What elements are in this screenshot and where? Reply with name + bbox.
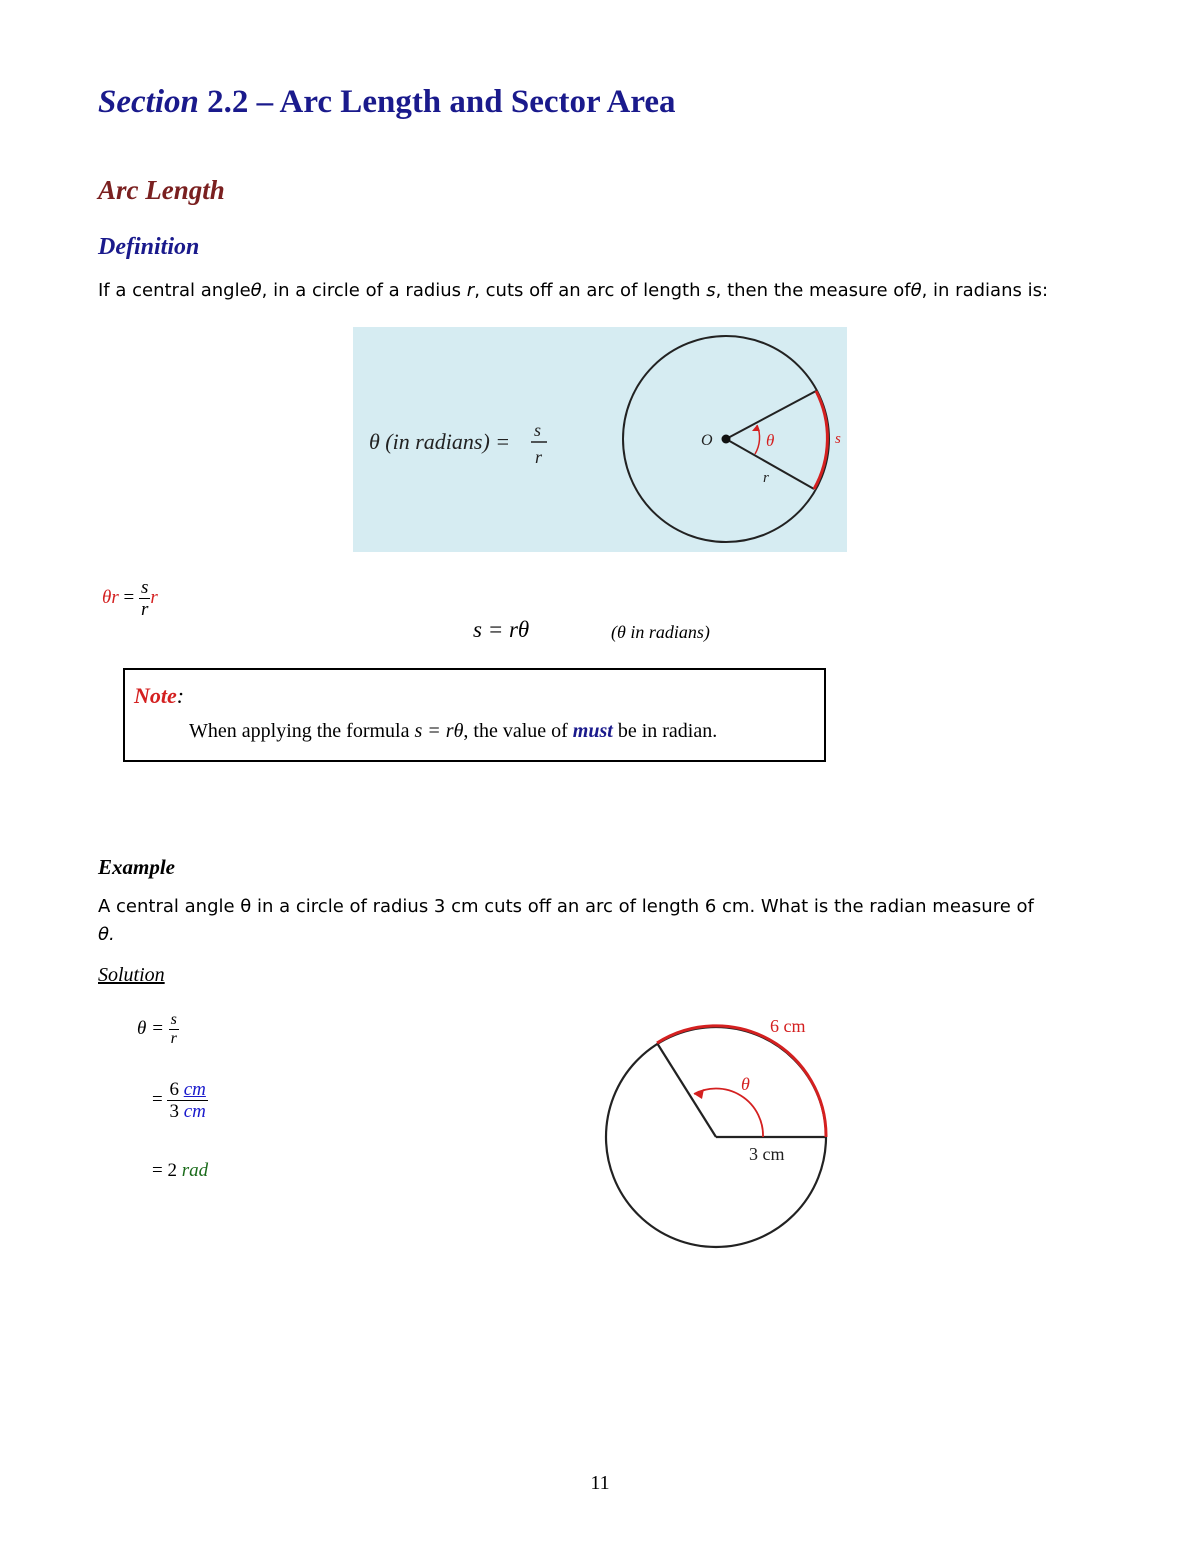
example-radius-label: 3 cm bbox=[749, 1144, 785, 1164]
figure-arc-definition bbox=[353, 327, 847, 552]
note-text-2: , the value of bbox=[463, 720, 568, 742]
solution-step-2-eq: = bbox=[152, 1088, 163, 1110]
derivation-theta: θ bbox=[102, 586, 112, 608]
radius-label: r bbox=[763, 470, 769, 486]
definition-part-5: , in radians is: bbox=[921, 280, 1049, 301]
note-label bbox=[134, 683, 184, 709]
example-angle-arc bbox=[694, 1089, 763, 1137]
definition-part-4: , then the measure of bbox=[715, 280, 911, 301]
main-formula-note: (θ in radians) bbox=[611, 622, 710, 642]
definition-heading: Definition bbox=[98, 234, 200, 260]
example-heading: Example bbox=[98, 855, 175, 879]
main-formula: s = rθ bbox=[473, 617, 530, 642]
example-text-line-2: θ. bbox=[98, 924, 115, 945]
arc-label: s bbox=[835, 431, 841, 447]
section-name: Arc Length and Sector Area bbox=[279, 84, 676, 120]
example-angle-label: θ bbox=[741, 1074, 750, 1094]
solution-step-2-num-value: 6 bbox=[169, 1079, 179, 1100]
solution-step-2-den-value: 3 bbox=[169, 1101, 179, 1122]
formula-numerator: s bbox=[534, 420, 542, 440]
symbol-s: s bbox=[706, 280, 716, 301]
definition-part-3: , cuts off an arc of length bbox=[474, 280, 701, 301]
note-label-text: Note bbox=[134, 683, 177, 708]
section-number: 2.2 – bbox=[207, 84, 274, 120]
note-formula: s = rθ bbox=[414, 720, 464, 742]
page-number: 11 bbox=[590, 1472, 610, 1494]
solution-step-3-value: = 2 bbox=[152, 1160, 177, 1181]
figure-example bbox=[596, 1010, 836, 1250]
note-emphasis: must bbox=[572, 720, 613, 742]
definition-part-1: If a central angle bbox=[98, 280, 251, 301]
definition-part-2: , in a circle of a radius bbox=[261, 280, 462, 301]
solution-step-1-num: s bbox=[170, 1011, 177, 1028]
symbol-theta-2: θ bbox=[910, 280, 922, 301]
figure-arc-definition-svg bbox=[353, 327, 847, 552]
example-arc-label: 6 cm bbox=[770, 1016, 806, 1036]
arc-length-heading: Arc Length bbox=[98, 175, 225, 205]
note-box bbox=[123, 668, 826, 762]
section-title bbox=[98, 84, 676, 121]
solution-step-2-fraction bbox=[167, 1080, 207, 1121]
derivation-r: r bbox=[111, 586, 119, 608]
center-label: O bbox=[701, 432, 713, 449]
note-colon: : bbox=[176, 683, 185, 708]
solution-step-1-den: r bbox=[170, 1030, 177, 1047]
example-text-line-1: A central angle θ in a circle of radius 3 cm cuts off an arc of length 6 cm. What is the radian measure of bbox=[98, 896, 1034, 917]
angle-label: θ bbox=[766, 431, 775, 450]
formula-lhs bbox=[369, 429, 510, 454]
section-label: Section bbox=[98, 84, 199, 120]
derivation-step bbox=[102, 578, 158, 619]
derivation-rhs-r: r bbox=[150, 586, 158, 608]
figure-example-svg bbox=[596, 1010, 836, 1250]
solution-step-3 bbox=[152, 1160, 208, 1182]
derivation-fraction bbox=[139, 578, 150, 619]
note-text-1: When applying the formula bbox=[189, 720, 410, 742]
note-text bbox=[189, 720, 717, 743]
solution-step-1 bbox=[137, 1012, 179, 1047]
solution-heading: Solution bbox=[98, 964, 165, 986]
example-angle-arrow-head bbox=[694, 1089, 704, 1099]
center-point bbox=[722, 435, 731, 444]
definition-text bbox=[98, 280, 1048, 301]
derivation-denominator: r bbox=[140, 599, 149, 620]
solution-step-2-num-unit: cm bbox=[183, 1079, 206, 1100]
solution-step-1-lhs: θ = bbox=[137, 1017, 164, 1039]
solution-step-3-unit: rad bbox=[181, 1160, 209, 1181]
derivation-equals: = bbox=[123, 586, 135, 608]
formula-lhs-text: θ (in radians) = bbox=[369, 429, 511, 454]
note-text-3: be in radian. bbox=[617, 720, 718, 742]
formula-denominator: r bbox=[535, 447, 543, 467]
symbol-theta: θ bbox=[250, 280, 262, 301]
solution-step-1-fraction bbox=[169, 1012, 179, 1047]
derivation-numerator: s bbox=[140, 577, 149, 598]
symbol-r: r bbox=[466, 280, 475, 301]
solution-step-2-den-unit: cm bbox=[183, 1101, 206, 1122]
solution-step-2 bbox=[152, 1080, 208, 1121]
